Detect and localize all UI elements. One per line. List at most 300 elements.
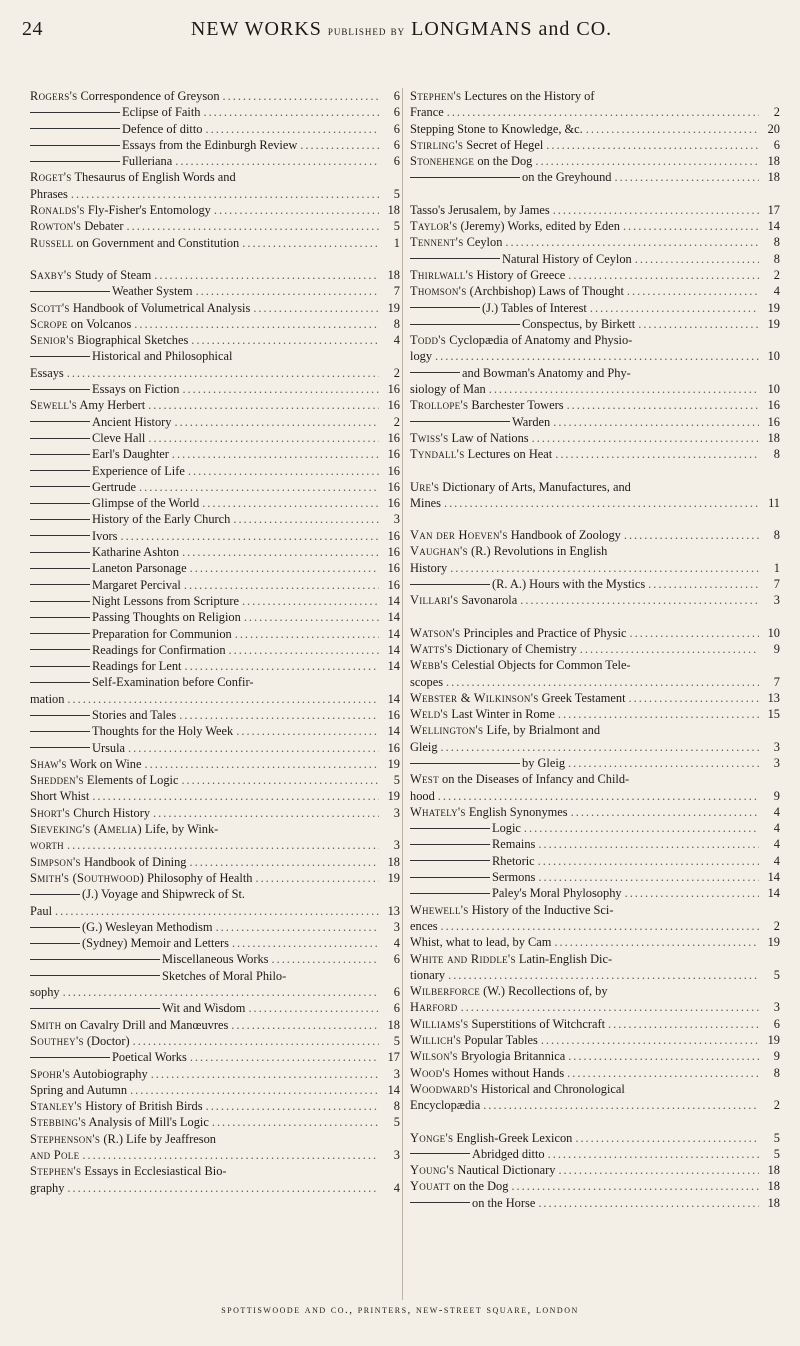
entry-title: Autobiography — [70, 1066, 148, 1081]
entry-line — [30, 593, 400, 609]
dot-leader — [505, 234, 759, 250]
entry-title: Defence of ditto — [122, 121, 203, 136]
entry-line — [410, 234, 780, 250]
entry-title: Life, by Wink- — [141, 822, 219, 837]
entry-text — [410, 1130, 572, 1146]
page-ref: 5 — [393, 219, 400, 234]
catalogue-entry — [410, 1032, 780, 1048]
entry-title: Ivors — [92, 528, 118, 543]
entry-line — [410, 332, 780, 348]
entry-title: Bryologia Britannica — [457, 1049, 566, 1064]
entry-line — [410, 983, 780, 999]
entry-title: Principles and Practice of Physic — [460, 625, 627, 640]
entry-title: Stories and Tales — [92, 707, 177, 722]
dot-leader — [190, 1049, 379, 1065]
catalogue-entry — [30, 495, 400, 511]
entry-line — [410, 446, 780, 462]
ditto-rule — [30, 633, 90, 634]
entry-title: Sermons — [492, 870, 536, 885]
author-name: Smith — [30, 1017, 62, 1032]
entry-title: English Synonymes — [465, 804, 568, 819]
catalogue-entry — [30, 577, 400, 593]
page-ref: 3 — [773, 1000, 780, 1015]
ditto-rule — [30, 291, 110, 292]
entry-continuation: Gleig — [410, 739, 438, 754]
catalogue-entry — [410, 951, 780, 984]
entry-title: Night Lessons from Scripture — [92, 593, 239, 608]
title-small: published by — [327, 23, 406, 38]
dot-leader — [242, 235, 379, 251]
entry-text — [410, 722, 600, 738]
catalogue-entry — [410, 1065, 780, 1081]
author-name: Senior's — [30, 333, 75, 348]
page-ref: 5 — [393, 186, 400, 201]
entry-continuation: tionary — [410, 967, 446, 982]
page-ref: 8 — [773, 528, 780, 543]
dot-leader — [71, 186, 379, 202]
entry-text — [30, 756, 142, 772]
ditto-rule — [30, 470, 90, 471]
entry-line — [410, 267, 780, 283]
catalogue-entry — [30, 446, 400, 462]
dot-leader — [444, 495, 759, 511]
left-column — [30, 88, 400, 1196]
page-ref: 6 — [393, 137, 400, 152]
catalogue-entry — [30, 218, 400, 234]
author-name: Webb's — [410, 658, 449, 673]
entry-line — [410, 300, 780, 316]
entry-text — [30, 805, 150, 821]
page-ref: 9 — [773, 1049, 780, 1064]
entry-text — [410, 885, 622, 901]
author-name: Villari's — [410, 593, 459, 608]
author-name: Yonge's — [410, 1130, 454, 1145]
catalogue-entry — [30, 854, 400, 870]
entry-line — [410, 1162, 780, 1178]
dot-leader — [450, 560, 759, 576]
entry-text — [410, 983, 608, 999]
entry-continuation: Phrases — [30, 186, 68, 201]
catalogue-entry — [30, 772, 400, 788]
entry-title: (R. A.) Hours with the Mystics — [492, 577, 646, 592]
entry-title: Handbook of Volumetrical Analysis — [69, 300, 251, 315]
page-ref: 17 — [387, 1050, 400, 1065]
entry-title: Abridged ditto — [472, 1146, 545, 1161]
entry-line — [410, 169, 780, 185]
entry-text — [30, 332, 188, 348]
catalogue-entry — [410, 527, 780, 543]
entry-line — [410, 153, 780, 169]
entry-title: Self-Examination before Confir- — [92, 675, 254, 690]
entry-continuation: Harford — [410, 1000, 458, 1015]
catalogue-entry — [410, 414, 780, 430]
entry-title: Amy Herbert — [77, 398, 146, 413]
entry-text — [410, 1032, 538, 1048]
entry-line — [30, 463, 400, 479]
catalogue-entry — [410, 804, 780, 820]
entry-line-continued — [410, 348, 780, 364]
catalogue-entry — [30, 1082, 400, 1098]
ditto-rule — [30, 975, 160, 976]
ditto-rule — [410, 828, 490, 829]
entry-line — [30, 332, 400, 348]
entry-title: Gertrude — [92, 479, 137, 494]
dot-leader — [206, 121, 379, 137]
ditto-rule — [30, 601, 90, 602]
author-name: West — [410, 772, 439, 787]
entry-title: and Bowman's Anatomy and Phy- — [462, 365, 631, 380]
entry-title: Fly-Fisher's Entomology — [84, 203, 211, 218]
entry-text — [30, 593, 239, 609]
dot-leader — [148, 430, 379, 446]
entry-text — [410, 853, 535, 869]
dot-leader — [638, 316, 759, 332]
right-column — [410, 88, 780, 1211]
entry-text — [30, 137, 297, 153]
entry-text — [30, 854, 187, 870]
entry-text — [410, 625, 627, 641]
catalogue-entry — [30, 267, 400, 283]
entry-continuation: mation — [30, 691, 65, 706]
entry-text — [410, 479, 631, 495]
entry-text — [30, 740, 125, 756]
entry-line — [410, 365, 780, 381]
dot-leader — [212, 1114, 379, 1130]
entry-title: Sketches of Moral Philo- — [162, 968, 287, 983]
entry-line — [410, 137, 780, 153]
page-ref: 1 — [393, 235, 400, 250]
entry-title: Dictionary of Chemistry — [452, 641, 577, 656]
entry-title: Handbook of Dining — [80, 854, 187, 869]
entry-title: on the Greyhound — [522, 170, 612, 185]
entry-line — [410, 430, 780, 446]
ditto-rule — [30, 519, 90, 520]
dot-leader — [120, 528, 379, 544]
entry-text — [410, 1146, 545, 1162]
entry-line — [410, 625, 780, 641]
entry-text — [30, 919, 213, 935]
entry-text — [30, 479, 136, 495]
catalogue-entry — [410, 267, 780, 283]
catalogue-entry — [30, 642, 400, 658]
catalogue-entry — [30, 463, 400, 479]
author-name: Southey's — [30, 1033, 84, 1048]
catalogue-entry — [30, 1114, 400, 1130]
entry-line-continued — [410, 381, 780, 397]
catalogue-entry — [30, 169, 400, 202]
catalogue-entry — [30, 951, 400, 967]
dot-leader — [567, 397, 759, 413]
entry-line — [30, 740, 400, 756]
entry-text — [410, 869, 535, 885]
page-ref: 14 — [387, 1082, 400, 1097]
entry-title: Paley's Moral Phylosophy — [492, 886, 622, 901]
page-ref: 14 — [767, 870, 780, 885]
entry-title: Correspondence of Greyson — [77, 89, 220, 103]
entry-line — [30, 202, 400, 218]
author-name: Wilson's — [410, 1049, 458, 1064]
dot-leader — [67, 837, 379, 853]
page-ref: 3 — [393, 838, 400, 853]
author-name: Scott's — [30, 300, 70, 315]
dot-leader — [446, 674, 759, 690]
ditto-rule — [410, 1153, 470, 1154]
entry-line — [30, 381, 400, 397]
entry-title: Celestial Objects for Common Tele- — [448, 658, 631, 673]
entry-title: Cyclopædia of Anatomy and Physio- — [446, 333, 633, 348]
catalogue-entry — [410, 771, 780, 804]
catalogue-entry — [410, 251, 780, 267]
author-name: Stephen's — [410, 89, 462, 103]
dot-leader — [188, 463, 379, 479]
entry-text — [30, 870, 252, 886]
entry-text — [410, 1048, 565, 1064]
entry-line-continued — [410, 739, 780, 755]
entry-title: Warden — [512, 414, 551, 429]
entry-title: Analysis of Mill's Logic — [86, 1115, 209, 1130]
page-ref: 14 — [387, 626, 400, 641]
section-gap — [410, 186, 780, 202]
entry-title: Weather System — [112, 284, 193, 299]
section-gap — [30, 251, 400, 267]
entry-text — [30, 1066, 148, 1082]
entry-title: on the Dog — [474, 154, 533, 169]
catalogue-entry — [410, 137, 780, 153]
dot-leader — [590, 300, 759, 316]
entry-line — [30, 316, 400, 332]
catalogue-entry — [410, 836, 780, 852]
dot-leader — [244, 609, 379, 625]
page-ref: 14 — [767, 886, 780, 901]
entry-title: Greek Testament — [538, 690, 626, 705]
catalogue-entry — [30, 511, 400, 527]
entry-title: Historical and Philosophical — [92, 349, 233, 364]
entry-text — [30, 316, 131, 332]
ditto-rule — [410, 763, 520, 764]
entry-title: Remains — [492, 837, 536, 852]
catalogue-entry — [410, 641, 780, 657]
ditto-rule — [30, 145, 120, 146]
entry-line-continued — [30, 1147, 400, 1163]
entry-line — [410, 722, 780, 738]
dot-leader — [441, 739, 759, 755]
entry-text — [30, 104, 200, 120]
page-ref: 16 — [387, 740, 400, 755]
page-ref: 3 — [773, 739, 780, 754]
entry-line — [30, 137, 400, 153]
catalogue-entry — [410, 1081, 780, 1114]
dot-leader — [568, 267, 759, 283]
page-ref: 4 — [393, 1180, 400, 1195]
entry-text — [30, 348, 232, 364]
dot-leader — [63, 984, 379, 1000]
entry-title: Laneton Parsonage — [92, 561, 187, 576]
entry-text — [30, 121, 203, 137]
catalogue-entry — [30, 1000, 400, 1016]
entry-title: Savonarola — [458, 593, 518, 608]
entry-text — [410, 690, 626, 706]
ditto-rule — [30, 552, 90, 553]
dot-leader — [520, 592, 759, 608]
catalogue-entry — [410, 1178, 780, 1194]
entry-text — [410, 267, 565, 283]
ditto-rule — [30, 421, 90, 422]
entry-continuation: History — [410, 560, 448, 575]
dot-leader — [184, 658, 379, 674]
page-ref: 16 — [387, 398, 400, 413]
catalogue-entry — [410, 706, 780, 722]
dot-leader — [630, 625, 759, 641]
entry-line — [410, 1048, 780, 1064]
dot-leader — [182, 381, 379, 397]
entry-title: (G.) Wesleyan Methodism — [82, 919, 213, 934]
author-name: Spohr's — [30, 1066, 71, 1081]
dot-leader — [300, 137, 379, 153]
entry-line-continued — [410, 104, 780, 120]
author-name: Willich's — [410, 1033, 462, 1048]
catalogue-entry — [410, 1016, 780, 1032]
entry-continuation: ences — [410, 918, 438, 933]
entry-title: Law of Nations — [448, 430, 529, 445]
entry-line — [30, 169, 400, 185]
entry-line — [410, 1032, 780, 1048]
entry-text — [410, 755, 565, 771]
entry-text — [30, 1114, 209, 1130]
entry-line — [410, 951, 780, 967]
entry-continuation: France — [410, 105, 444, 120]
catalogue-entry — [410, 234, 780, 250]
catalogue-entry — [410, 1130, 780, 1146]
catalogue-entry — [30, 88, 400, 104]
title-main: NEW WORKS — [190, 18, 322, 40]
author-name: Stebbing's — [30, 1115, 87, 1130]
entry-title: Secret of Hegel — [463, 137, 544, 152]
page-ref: 2 — [773, 1098, 780, 1113]
page-title — [191, 18, 612, 41]
entry-title: Superstitions of Witchcraft — [468, 1016, 606, 1031]
catalogue-entry — [410, 446, 780, 462]
dot-leader — [568, 1048, 759, 1064]
catalogue-entry — [30, 805, 400, 821]
page-ref: 5 — [393, 773, 400, 788]
entry-text — [410, 576, 645, 592]
entry-text — [30, 446, 169, 462]
page-ref: 1 — [773, 560, 780, 575]
catalogue-entry — [30, 544, 400, 560]
entry-continuation: and Pole — [30, 1148, 80, 1162]
entry-title: Readings for Confirmation — [92, 642, 226, 657]
entry-text — [30, 1000, 245, 1016]
author-name: Trollope's — [410, 398, 469, 413]
catalogue-entry — [30, 1131, 400, 1164]
page-ref: 3 — [393, 512, 400, 527]
entry-line — [30, 951, 400, 967]
author-name: Todd's — [410, 333, 447, 348]
page-ref: 19 — [387, 300, 400, 315]
entry-line-continued — [30, 186, 400, 202]
dot-leader — [184, 577, 379, 593]
entry-text — [30, 88, 220, 104]
entry-title: Philosophy of Health — [144, 870, 253, 885]
dot-leader — [154, 267, 379, 283]
entry-text — [410, 1065, 564, 1081]
author-name: Thomson's — [410, 284, 467, 299]
author-name: Van der Hoeven's — [410, 528, 508, 543]
page-ref: 3 — [773, 593, 780, 608]
entry-text — [30, 935, 229, 951]
ditto-rule — [30, 959, 160, 960]
ditto-rule — [30, 128, 120, 129]
page-ref: 15 — [767, 707, 780, 722]
author-name: Stanley's — [30, 1099, 83, 1114]
entry-line-continued — [30, 691, 400, 707]
entry-continuation: logy — [410, 349, 433, 364]
author-name: Rowton's — [30, 219, 82, 234]
page-ref: 19 — [767, 935, 780, 950]
author-name: Williams's — [410, 1016, 469, 1031]
catalogue-entry — [30, 104, 400, 120]
author-name: Tennent's — [410, 235, 464, 250]
ditto-rule — [410, 1202, 470, 1203]
entry-line-continued — [410, 918, 780, 934]
dot-leader — [548, 1146, 759, 1162]
entry-line — [410, 1146, 780, 1162]
dot-leader — [524, 820, 759, 836]
entry-title: Work on Wine — [66, 756, 142, 771]
entry-title: (Sydney) Memoir and Letters — [82, 936, 229, 951]
entry-line — [410, 706, 780, 722]
author-name: Woodward's — [410, 1081, 478, 1096]
page-ref: 8 — [773, 251, 780, 266]
entry-line — [30, 218, 400, 234]
page-ref: 16 — [387, 430, 400, 445]
entry-text — [410, 1162, 555, 1178]
page-ref: 6 — [393, 154, 400, 169]
entry-title: Whist, what to lead, by Cam — [410, 935, 552, 950]
dot-leader — [635, 251, 759, 267]
entry-title: (W.) Recollections of, by — [480, 984, 608, 999]
catalogue-entry — [30, 528, 400, 544]
page-ref: 3 — [393, 805, 400, 820]
author-name: Young's — [410, 1163, 455, 1178]
page-ref: 5 — [773, 967, 780, 982]
entry-line — [410, 576, 780, 592]
entry-title: Wit and Wisdom — [162, 1001, 246, 1016]
author-name: Wilberforce — [410, 984, 481, 999]
page-ref: 18 — [767, 1163, 780, 1178]
ditto-rule — [410, 584, 490, 585]
page-ref: 4 — [393, 936, 400, 951]
entry-title: Latin-English Dic- — [515, 951, 613, 966]
entry-continuation: sophy — [30, 985, 60, 1000]
dot-leader — [231, 1017, 379, 1033]
entry-text — [30, 463, 185, 479]
page-ref: 19 — [767, 300, 780, 315]
author-name: Thirlwall's — [410, 267, 474, 282]
page-ref: 4 — [393, 333, 400, 348]
entry-text — [410, 234, 502, 250]
entry-text — [410, 397, 564, 413]
entry-text — [30, 642, 226, 658]
author-name: Webster & Wilkinson's — [410, 690, 539, 705]
entry-text — [30, 886, 245, 902]
author-name: Ronalds's — [30, 203, 85, 218]
catalogue-entry — [30, 430, 400, 446]
entry-line — [410, 527, 780, 543]
dot-leader — [214, 202, 379, 218]
catalogue-entry — [30, 414, 400, 430]
entry-line-continued — [30, 365, 400, 381]
